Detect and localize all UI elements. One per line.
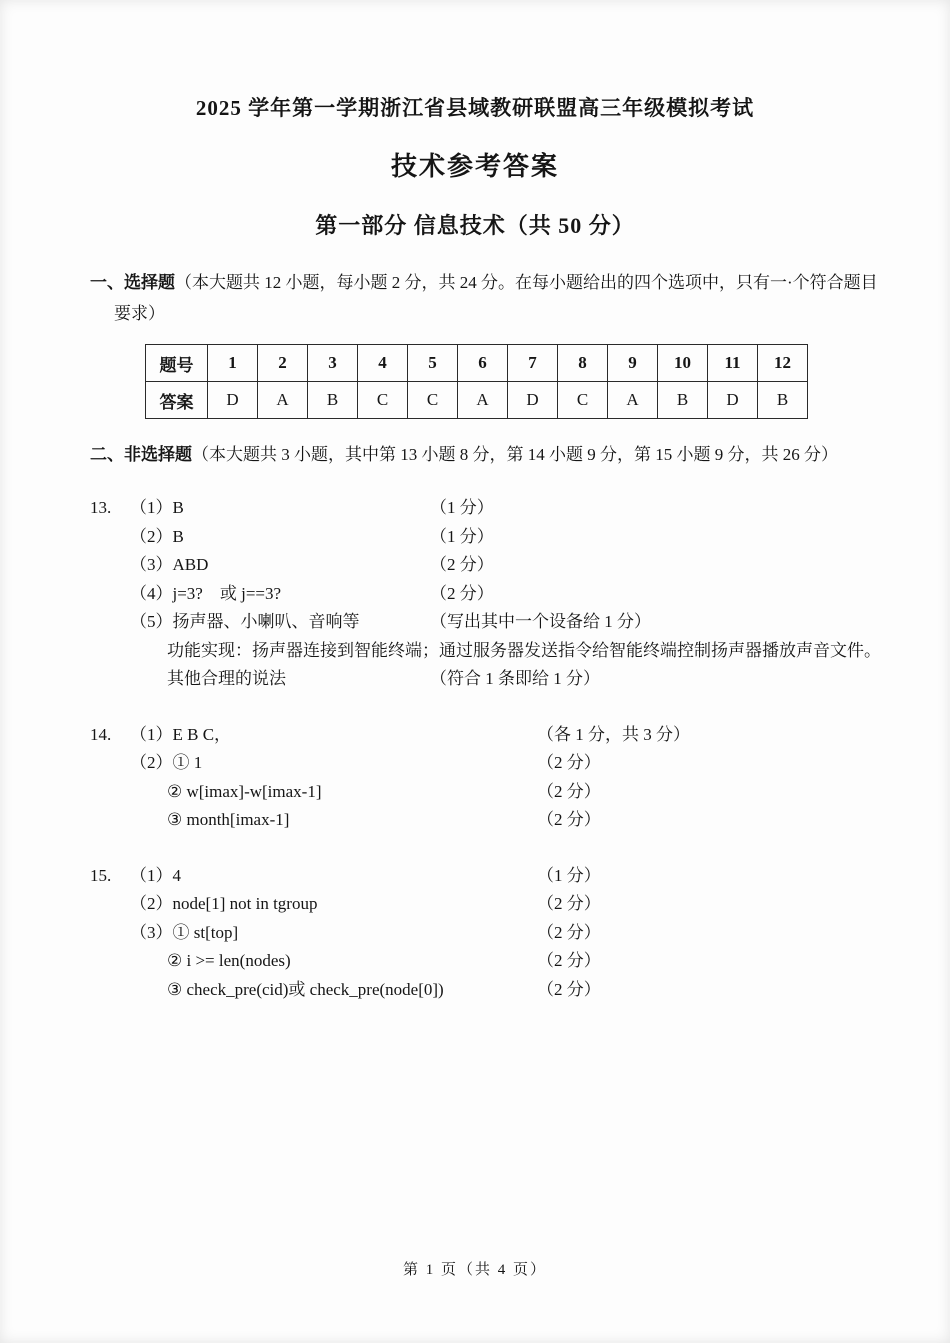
page-footer: 第 1 页（共 4 页） <box>402 1262 547 1278</box>
choice-section-heading <box>90 268 878 298</box>
answer-text: （3）① st[top] <box>130 922 239 942</box>
question-number-cell: 2 <box>258 345 308 382</box>
answer-cell: B <box>658 382 708 419</box>
answer-row <box>90 890 900 919</box>
answer-text: ③ check_pre(cid)或 check_pre(node[0]) <box>167 979 444 999</box>
answer-row <box>90 806 900 835</box>
answer-cell: A <box>458 382 508 419</box>
question-number-cell: 11 <box>708 345 758 382</box>
answer-text: 功能实现：扬声器连接到智能终端；通过服务器发送指令给智能终端控制扬声器播放声音文件。 <box>167 640 881 660</box>
table-header-number: 题号 <box>146 345 208 382</box>
answer-cell: D <box>508 382 558 419</box>
answer-row <box>90 637 900 666</box>
question-number-cell: 9 <box>608 345 658 382</box>
answer-cell: C <box>558 382 608 419</box>
points-text: （2 分） <box>537 810 601 829</box>
choice-section-desc: （本大题共 12 小题，每小题 2 分，共 24 分。在每小题给出的四个选项中，只有一·个符合题目 <box>175 273 878 292</box>
answer-text: （1）B <box>130 498 184 517</box>
points-text: （2 分） <box>537 979 601 999</box>
answer-cell: C <box>358 382 408 419</box>
question-number-cell: 7 <box>508 345 558 382</box>
question-number-cell: 3 <box>308 345 358 382</box>
answer-cell: B <box>758 382 808 419</box>
answer-text: ② w[imax]-w[imax-1] <box>167 781 322 801</box>
answer-cell: B <box>308 382 358 419</box>
points-text: （2 分） <box>537 781 601 801</box>
answer-row <box>90 947 900 976</box>
answer-text: ② i >= len(nodes) <box>167 951 291 970</box>
answer-row <box>90 778 900 807</box>
noncho-section-label: 二、非选择题 <box>90 445 192 464</box>
answer-text: （5）扬声器、小喇叭、音响等 <box>130 612 360 631</box>
points-text: （2 分） <box>537 894 601 913</box>
question-number-cell: 10 <box>658 345 708 382</box>
question-15-block <box>90 862 900 1005</box>
answer-row <box>90 580 900 609</box>
noncho-section-heading <box>90 441 890 469</box>
answer-cell: A <box>258 382 308 419</box>
answer-text: ③ month[imax-1] <box>167 810 290 829</box>
points-text: （1 分） <box>430 498 494 517</box>
question-number: 15. <box>90 865 112 885</box>
answer-row <box>90 749 900 778</box>
table-row-answers <box>146 382 808 419</box>
question-number-cell: 4 <box>358 345 408 382</box>
question-number-cell: 5 <box>408 345 458 382</box>
points-text: （写出其中一个设备给 1 分） <box>430 612 651 631</box>
answer-row <box>90 608 900 637</box>
part-title: 第一部分 信息技术（共 50 分） <box>315 213 635 238</box>
answer-cell: C <box>408 382 458 419</box>
answer-row <box>90 862 900 891</box>
question-number-cell: 12 <box>758 345 808 382</box>
answer-text: （2）B <box>130 526 184 546</box>
table-header-answer: 答案 <box>146 382 208 419</box>
answer-key-title: 技术参考答案 <box>390 152 559 181</box>
points-text: （1 分） <box>430 526 494 546</box>
points-text: （各 1 分，共 3 分） <box>537 724 690 744</box>
points-text: （2 分） <box>537 922 601 942</box>
answer-row <box>90 494 900 523</box>
answer-text: （1）4 <box>130 865 181 885</box>
answer-row <box>90 721 900 750</box>
exam-title: 2025 学年第一学期浙江省县域教研联盟高三年级模拟考试 <box>195 96 755 120</box>
noncho-section-desc: （本大题共 3 小题，其中第 13 小题 8 分，第 14 小题 9 分，第 15 小题 9 分，共 26 分） <box>192 445 838 464</box>
points-text: （1 分） <box>537 865 601 885</box>
answer-text: 其他合理的说法 <box>167 669 286 688</box>
answer-row <box>90 976 900 1005</box>
table-row-question-numbers <box>146 345 808 382</box>
points-text: （2 分） <box>430 555 494 574</box>
question-number-cell: 8 <box>558 345 608 382</box>
question-number-cell: 6 <box>458 345 508 382</box>
question-13-block <box>90 494 900 694</box>
question-14-block <box>90 721 900 835</box>
points-text: （2 分） <box>430 583 494 603</box>
answer-row <box>90 523 900 552</box>
answer-row <box>90 919 900 948</box>
answer-text: （4）j=3? 或 j==3? <box>130 583 282 603</box>
question-number: 14. <box>90 724 112 744</box>
question-number-cell: 1 <box>208 345 258 382</box>
answer-text: （2）node[1] not in tgroup <box>130 894 318 913</box>
choice-section-desc-continued: 要求） <box>114 304 165 323</box>
answer-text: （3）ABD <box>130 555 209 574</box>
points-text: （2 分） <box>537 753 601 772</box>
answer-table <box>145 344 808 419</box>
answer-text: （2）① 1 <box>130 753 203 772</box>
answer-row <box>90 665 900 694</box>
question-number: 13. <box>90 498 112 517</box>
answer-row <box>90 551 900 580</box>
answer-cell: D <box>208 382 258 419</box>
choice-section-label: 一、选择题 <box>90 273 175 292</box>
answer-text: （1）E B C， <box>130 724 232 744</box>
points-text: （2 分） <box>537 951 601 970</box>
answer-cell: D <box>708 382 758 419</box>
points-text: （符合 1 条即给 1 分） <box>430 669 600 688</box>
answer-cell: A <box>608 382 658 419</box>
